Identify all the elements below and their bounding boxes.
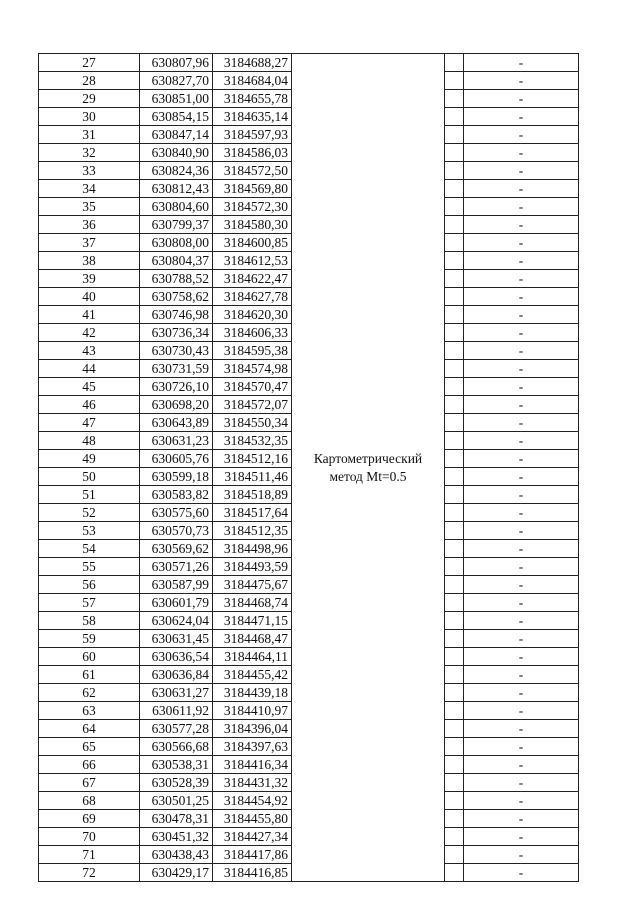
value-cell: -: [464, 360, 579, 378]
empty-cell: [445, 666, 464, 684]
y-coordinate-cell: 3184518,89: [213, 486, 292, 504]
empty-cell: [445, 594, 464, 612]
empty-cell: [445, 54, 464, 72]
point-number-cell: 47: [39, 414, 140, 432]
value-cell: -: [464, 828, 579, 846]
x-coordinate-cell: 630566,68: [140, 738, 213, 756]
x-coordinate-cell: 630726,10: [140, 378, 213, 396]
y-coordinate-cell: 3184417,86: [213, 846, 292, 864]
point-number-cell: 53: [39, 522, 140, 540]
empty-cell: [445, 162, 464, 180]
value-cell: -: [464, 486, 579, 504]
y-coordinate-cell: 3184498,96: [213, 540, 292, 558]
x-coordinate-cell: 630631,45: [140, 630, 213, 648]
point-number-cell: 66: [39, 756, 140, 774]
table-row: [39, 54, 579, 72]
y-coordinate-cell: 3184655,78: [213, 90, 292, 108]
value-cell: -: [464, 810, 579, 828]
x-coordinate-cell: 630570,73: [140, 522, 213, 540]
value-cell: -: [464, 306, 579, 324]
x-coordinate-cell: 630438,43: [140, 846, 213, 864]
empty-cell: [445, 504, 464, 522]
empty-cell: [445, 558, 464, 576]
value-cell: -: [464, 864, 579, 882]
point-number-cell: 28: [39, 72, 140, 90]
x-coordinate-cell: 630587,99: [140, 576, 213, 594]
empty-cell: [445, 378, 464, 396]
value-cell: -: [464, 288, 579, 306]
point-number-cell: 51: [39, 486, 140, 504]
value-cell: -: [464, 468, 579, 486]
value-cell: -: [464, 702, 579, 720]
y-coordinate-cell: 3184612,53: [213, 252, 292, 270]
y-coordinate-cell: 3184464,11: [213, 648, 292, 666]
x-coordinate-cell: 630583,82: [140, 486, 213, 504]
x-coordinate-cell: 630758,62: [140, 288, 213, 306]
value-cell: -: [464, 108, 579, 126]
point-number-cell: 54: [39, 540, 140, 558]
point-number-cell: 59: [39, 630, 140, 648]
y-coordinate-cell: 3184532,35: [213, 432, 292, 450]
point-number-cell: 38: [39, 252, 140, 270]
y-coordinate-cell: 3184475,67: [213, 576, 292, 594]
y-coordinate-cell: 3184572,30: [213, 198, 292, 216]
y-coordinate-cell: 3184471,15: [213, 612, 292, 630]
value-cell: -: [464, 198, 579, 216]
point-number-cell: 31: [39, 126, 140, 144]
empty-cell: [445, 414, 464, 432]
x-coordinate-cell: 630611,92: [140, 702, 213, 720]
y-coordinate-cell: 3184586,03: [213, 144, 292, 162]
empty-cell: [445, 288, 464, 306]
value-cell: -: [464, 324, 579, 342]
value-cell: -: [464, 450, 579, 468]
point-number-cell: 67: [39, 774, 140, 792]
value-cell: -: [464, 594, 579, 612]
point-number-cell: 61: [39, 666, 140, 684]
empty-cell: [445, 648, 464, 666]
point-number-cell: 57: [39, 594, 140, 612]
point-number-cell: 32: [39, 144, 140, 162]
value-cell: -: [464, 846, 579, 864]
value-cell: -: [464, 234, 579, 252]
point-number-cell: 65: [39, 738, 140, 756]
x-coordinate-cell: 630631,23: [140, 432, 213, 450]
value-cell: -: [464, 396, 579, 414]
point-number-cell: 45: [39, 378, 140, 396]
value-cell: -: [464, 126, 579, 144]
point-number-cell: 71: [39, 846, 140, 864]
y-coordinate-cell: 3184410,97: [213, 702, 292, 720]
x-coordinate-cell: 630698,20: [140, 396, 213, 414]
empty-cell: [445, 720, 464, 738]
empty-cell: [445, 522, 464, 540]
value-cell: -: [464, 756, 579, 774]
method-cell: [292, 54, 445, 882]
point-number-cell: 40: [39, 288, 140, 306]
point-number-cell: 39: [39, 270, 140, 288]
x-coordinate-cell: 630812,43: [140, 180, 213, 198]
point-number-cell: 60: [39, 648, 140, 666]
point-number-cell: 37: [39, 234, 140, 252]
y-coordinate-cell: 3184493,59: [213, 558, 292, 576]
point-number-cell: 44: [39, 360, 140, 378]
y-coordinate-cell: 3184569,80: [213, 180, 292, 198]
y-coordinate-cell: 3184416,85: [213, 864, 292, 882]
y-coordinate-cell: 3184600,85: [213, 234, 292, 252]
value-cell: -: [464, 774, 579, 792]
y-coordinate-cell: 3184627,78: [213, 288, 292, 306]
empty-cell: [445, 576, 464, 594]
x-coordinate-cell: 630631,27: [140, 684, 213, 702]
empty-cell: [445, 774, 464, 792]
empty-cell: [445, 342, 464, 360]
point-number-cell: 46: [39, 396, 140, 414]
value-cell: -: [464, 180, 579, 198]
empty-cell: [445, 180, 464, 198]
method-accuracy: метод Mt=0.5: [329, 468, 407, 484]
y-coordinate-cell: 3184580,30: [213, 216, 292, 234]
y-coordinate-cell: 3184416,34: [213, 756, 292, 774]
empty-cell: [445, 144, 464, 162]
y-coordinate-cell: 3184439,18: [213, 684, 292, 702]
point-number-cell: 52: [39, 504, 140, 522]
x-coordinate-cell: 630730,43: [140, 342, 213, 360]
x-coordinate-cell: 630538,31: [140, 756, 213, 774]
point-number-cell: 36: [39, 216, 140, 234]
empty-cell: [445, 72, 464, 90]
x-coordinate-cell: 630577,28: [140, 720, 213, 738]
value-cell: -: [464, 792, 579, 810]
value-cell: -: [464, 252, 579, 270]
point-number-cell: 41: [39, 306, 140, 324]
empty-cell: [445, 126, 464, 144]
value-cell: -: [464, 216, 579, 234]
empty-cell: [445, 810, 464, 828]
point-number-cell: 33: [39, 162, 140, 180]
point-number-cell: 55: [39, 558, 140, 576]
y-coordinate-cell: 3184455,42: [213, 666, 292, 684]
value-cell: -: [464, 378, 579, 396]
point-number-cell: 35: [39, 198, 140, 216]
x-coordinate-cell: 630851,00: [140, 90, 213, 108]
empty-cell: [445, 756, 464, 774]
x-coordinate-cell: 630478,31: [140, 810, 213, 828]
value-cell: -: [464, 54, 579, 72]
y-coordinate-cell: 3184572,07: [213, 396, 292, 414]
y-coordinate-cell: 3184511,46: [213, 468, 292, 486]
value-cell: -: [464, 576, 579, 594]
point-number-cell: 58: [39, 612, 140, 630]
x-coordinate-cell: 630575,60: [140, 504, 213, 522]
x-coordinate-cell: 630827,70: [140, 72, 213, 90]
value-cell: -: [464, 522, 579, 540]
empty-cell: [445, 198, 464, 216]
empty-cell: [445, 90, 464, 108]
point-number-cell: 48: [39, 432, 140, 450]
point-number-cell: 43: [39, 342, 140, 360]
x-coordinate-cell: 630636,84: [140, 666, 213, 684]
point-number-cell: 29: [39, 90, 140, 108]
empty-cell: [445, 792, 464, 810]
empty-cell: [445, 432, 464, 450]
x-coordinate-cell: 630736,34: [140, 324, 213, 342]
x-coordinate-cell: 630804,37: [140, 252, 213, 270]
y-coordinate-cell: 3184595,38: [213, 342, 292, 360]
y-coordinate-cell: 3184688,27: [213, 54, 292, 72]
point-number-cell: 63: [39, 702, 140, 720]
empty-cell: [445, 234, 464, 252]
y-coordinate-cell: 3184606,33: [213, 324, 292, 342]
value-cell: -: [464, 666, 579, 684]
value-cell: -: [464, 630, 579, 648]
y-coordinate-cell: 3184622,47: [213, 270, 292, 288]
empty-cell: [445, 684, 464, 702]
y-coordinate-cell: 3184397,63: [213, 738, 292, 756]
value-cell: -: [464, 720, 579, 738]
coordinates-table-body: [39, 54, 579, 882]
point-number-cell: 34: [39, 180, 140, 198]
point-number-cell: 50: [39, 468, 140, 486]
y-coordinate-cell: 3184550,34: [213, 414, 292, 432]
x-coordinate-cell: 630605,76: [140, 450, 213, 468]
value-cell: -: [464, 90, 579, 108]
y-coordinate-cell: 3184427,34: [213, 828, 292, 846]
value-cell: -: [464, 648, 579, 666]
x-coordinate-cell: 630643,89: [140, 414, 213, 432]
x-coordinate-cell: 630854,15: [140, 108, 213, 126]
empty-cell: [445, 846, 464, 864]
value-cell: -: [464, 414, 579, 432]
y-coordinate-cell: 3184572,50: [213, 162, 292, 180]
y-coordinate-cell: 3184684,04: [213, 72, 292, 90]
y-coordinate-cell: 3184455,80: [213, 810, 292, 828]
empty-cell: [445, 630, 464, 648]
x-coordinate-cell: 630746,98: [140, 306, 213, 324]
point-number-cell: 72: [39, 864, 140, 882]
y-coordinate-cell: 3184431,32: [213, 774, 292, 792]
point-number-cell: 49: [39, 450, 140, 468]
x-coordinate-cell: 630799,37: [140, 216, 213, 234]
value-cell: -: [464, 342, 579, 360]
point-number-cell: 68: [39, 792, 140, 810]
y-coordinate-cell: 3184512,35: [213, 522, 292, 540]
y-coordinate-cell: 3184597,93: [213, 126, 292, 144]
value-cell: -: [464, 270, 579, 288]
x-coordinate-cell: 630599,18: [140, 468, 213, 486]
y-coordinate-cell: 3184396,04: [213, 720, 292, 738]
value-cell: -: [464, 540, 579, 558]
x-coordinate-cell: 630636,54: [140, 648, 213, 666]
point-number-cell: 69: [39, 810, 140, 828]
x-coordinate-cell: 630451,32: [140, 828, 213, 846]
y-coordinate-cell: 3184574,98: [213, 360, 292, 378]
point-number-cell: 30: [39, 108, 140, 126]
value-cell: -: [464, 612, 579, 630]
empty-cell: [445, 270, 464, 288]
method-name: Картометрический: [313, 450, 423, 466]
x-coordinate-cell: 630840,90: [140, 144, 213, 162]
x-coordinate-cell: 630569,62: [140, 540, 213, 558]
y-coordinate-cell: 3184454,92: [213, 792, 292, 810]
y-coordinate-cell: 3184468,47: [213, 630, 292, 648]
y-coordinate-cell: 3184517,64: [213, 504, 292, 522]
x-coordinate-cell: 630731,59: [140, 360, 213, 378]
x-coordinate-cell: 630847,14: [140, 126, 213, 144]
value-cell: -: [464, 144, 579, 162]
value-cell: -: [464, 432, 579, 450]
point-number-cell: 42: [39, 324, 140, 342]
empty-cell: [445, 450, 464, 468]
empty-cell: [445, 306, 464, 324]
value-cell: -: [464, 684, 579, 702]
value-cell: -: [464, 504, 579, 522]
y-coordinate-cell: 3184635,14: [213, 108, 292, 126]
x-coordinate-cell: 630804,60: [140, 198, 213, 216]
coordinates-table: [38, 53, 579, 882]
x-coordinate-cell: 630824,36: [140, 162, 213, 180]
y-coordinate-cell: 3184512,16: [213, 450, 292, 468]
empty-cell: [445, 612, 464, 630]
x-coordinate-cell: 630601,79: [140, 594, 213, 612]
value-cell: -: [464, 72, 579, 90]
empty-cell: [445, 540, 464, 558]
value-cell: -: [464, 738, 579, 756]
empty-cell: [445, 216, 464, 234]
x-coordinate-cell: 630528,39: [140, 774, 213, 792]
empty-cell: [445, 828, 464, 846]
empty-cell: [445, 324, 464, 342]
point-number-cell: 27: [39, 54, 140, 72]
empty-cell: [445, 396, 464, 414]
x-coordinate-cell: 630571,26: [140, 558, 213, 576]
x-coordinate-cell: 630807,96: [140, 54, 213, 72]
empty-cell: [445, 864, 464, 882]
empty-cell: [445, 252, 464, 270]
point-number-cell: 64: [39, 720, 140, 738]
y-coordinate-cell: 3184620,30: [213, 306, 292, 324]
empty-cell: [445, 468, 464, 486]
empty-cell: [445, 360, 464, 378]
x-coordinate-cell: 630808,00: [140, 234, 213, 252]
y-coordinate-cell: 3184468,74: [213, 594, 292, 612]
point-number-cell: 62: [39, 684, 140, 702]
point-number-cell: 56: [39, 576, 140, 594]
empty-cell: [445, 486, 464, 504]
value-cell: -: [464, 558, 579, 576]
empty-cell: [445, 702, 464, 720]
y-coordinate-cell: 3184570,47: [213, 378, 292, 396]
empty-cell: [445, 108, 464, 126]
point-number-cell: 70: [39, 828, 140, 846]
x-coordinate-cell: 630429,17: [140, 864, 213, 882]
empty-cell: [445, 738, 464, 756]
value-cell: -: [464, 162, 579, 180]
x-coordinate-cell: 630501,25: [140, 792, 213, 810]
x-coordinate-cell: 630788,52: [140, 270, 213, 288]
x-coordinate-cell: 630624,04: [140, 612, 213, 630]
